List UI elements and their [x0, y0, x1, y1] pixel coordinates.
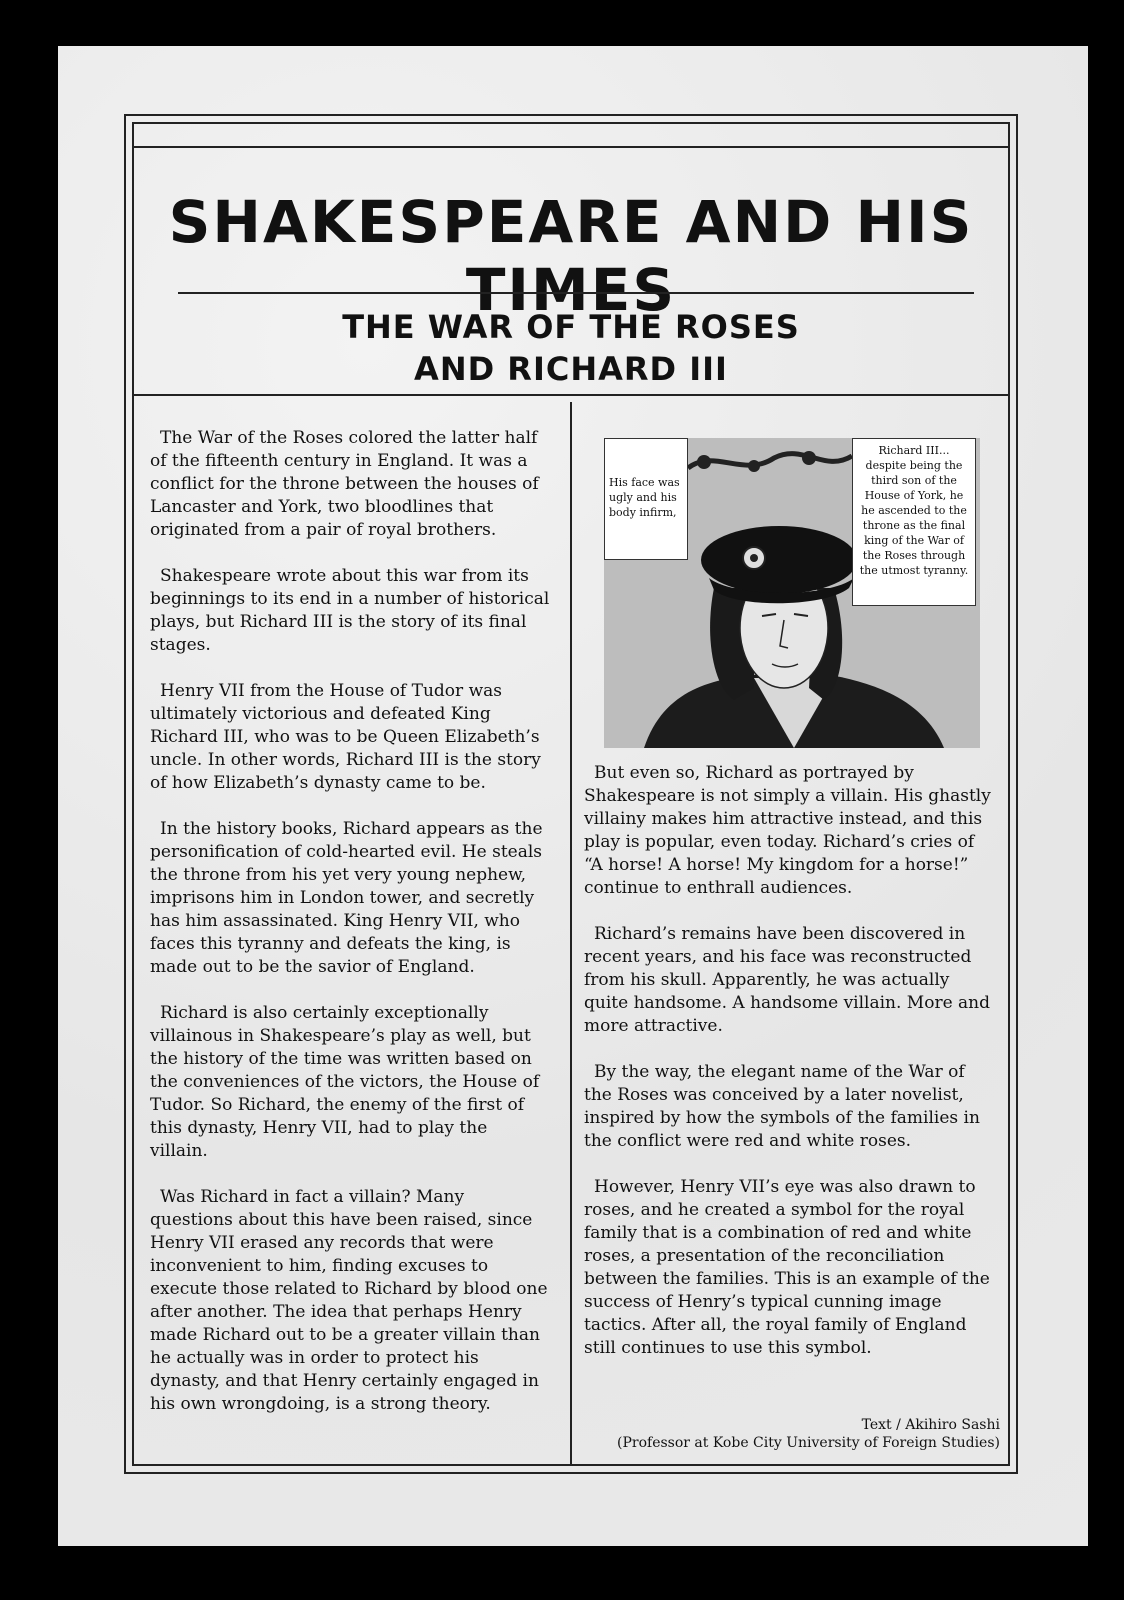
top-band-divider [132, 146, 1010, 148]
paragraph: In the history books, Richard appears as the personification of cold-hearted evil. He steals the throne from his yet very young nephew, imprisons him in London tower, and secretly has him assassinated. King Henry VII, who faces this tyranny and defeats the king, is made out to be the savior of England. [150, 819, 543, 977]
paragraph: Shakespeare wrote about this war from its beginnings to its end in a number of historical plays, but Richard III is the story of its final stages. [150, 566, 550, 655]
caption-left: His face was ugly and his body infirm, [604, 438, 688, 560]
title-rule [178, 292, 974, 294]
article-subtitle [132, 306, 1010, 390]
paragraph: Richard is also certainly exceptionally villainous in Shakespeare’s play as well, but the history of the time was written based on the conveniences of the victors, the House of Tudor. So Richard, the enemy of the first of this dynasty, Henry VII, had to play the villain. [150, 1003, 540, 1161]
paragraph: The War of the Roses colored the latter half of the fifteenth century in England. It was a conflict for the throne between the houses of Lancaster and York, two bloodlines that originated from a pair of royal brothers. [150, 428, 539, 540]
credit-affiliation: (Professor at Kobe City University of Foreign Studies) [617, 1435, 1000, 1451]
paragraph: Was Richard in fact a villain? Many questions about this have been raised, since Henry VII erased any records that were inconvenient to him, finding excuses to execute those related to Richard by blood one after another. The idea that perhaps Henry made Richard out to be a greater villain than he actually was in order to protect his dynasty, and that Henry certainly engaged in his own wrongdoing, is a strong theory. [150, 1187, 548, 1414]
page-title: SHAKESPEARE AND HIS TIMES [168, 188, 974, 324]
header-divider [132, 394, 1010, 396]
subtitle-line-1: THE WAR OF THE ROSES [342, 308, 800, 346]
credit-author: Text / Akihiro Sashi [861, 1417, 1000, 1433]
column-divider [570, 402, 572, 1466]
paragraph: However, Henry VII’s eye was also drawn to roses, and he created a symbol for the royal family that is a combination of red and white roses, a presentation of the reconciliation between the families. This is an example of the success of Henry’s typical cunning image tactics. After all, the royal family of England still continues to use this symbol. [584, 1177, 990, 1358]
paragraph: Henry VII from the House of Tudor was ultimately victorious and defeated King Richard III, who was to be Queen Elizabeth’s uncle. In other words, Richard III is the story of how Elizabeth’s dynasty came to be. [150, 681, 541, 793]
right-column [584, 762, 994, 1383]
subtitle-line-2: AND RICHARD III [414, 350, 728, 388]
richard-iii-illustration [604, 438, 980, 748]
left-column [150, 427, 550, 1439]
paragraph: But even so, Richard as portrayed by Shakespeare is not simply a villain. His ghastly villainy makes him attractive instead, and this play is popular, even today. Richard’s cries of “A horse! A horse! My kingdom for a horse!” continue to enthrall audiences. [584, 763, 991, 898]
author-credit [600, 1416, 1000, 1452]
caption-right: Richard III... despite being the third son of the House of York, he he ascended to the throne as the final king of the War of the Roses through the utmost tyranny. [852, 438, 976, 606]
paragraph: Richard’s remains have been discovered in recent years, and his face was reconstructed from his skull. Apparently, he was actually quite handsome. A handsome villain. More and more attractive. [584, 924, 991, 1036]
paragraph: By the way, the elegant name of the War of the Roses was conceived by a later novelist, inspired by how the symbols of the families in the conflict were red and white roses. [584, 1062, 980, 1151]
